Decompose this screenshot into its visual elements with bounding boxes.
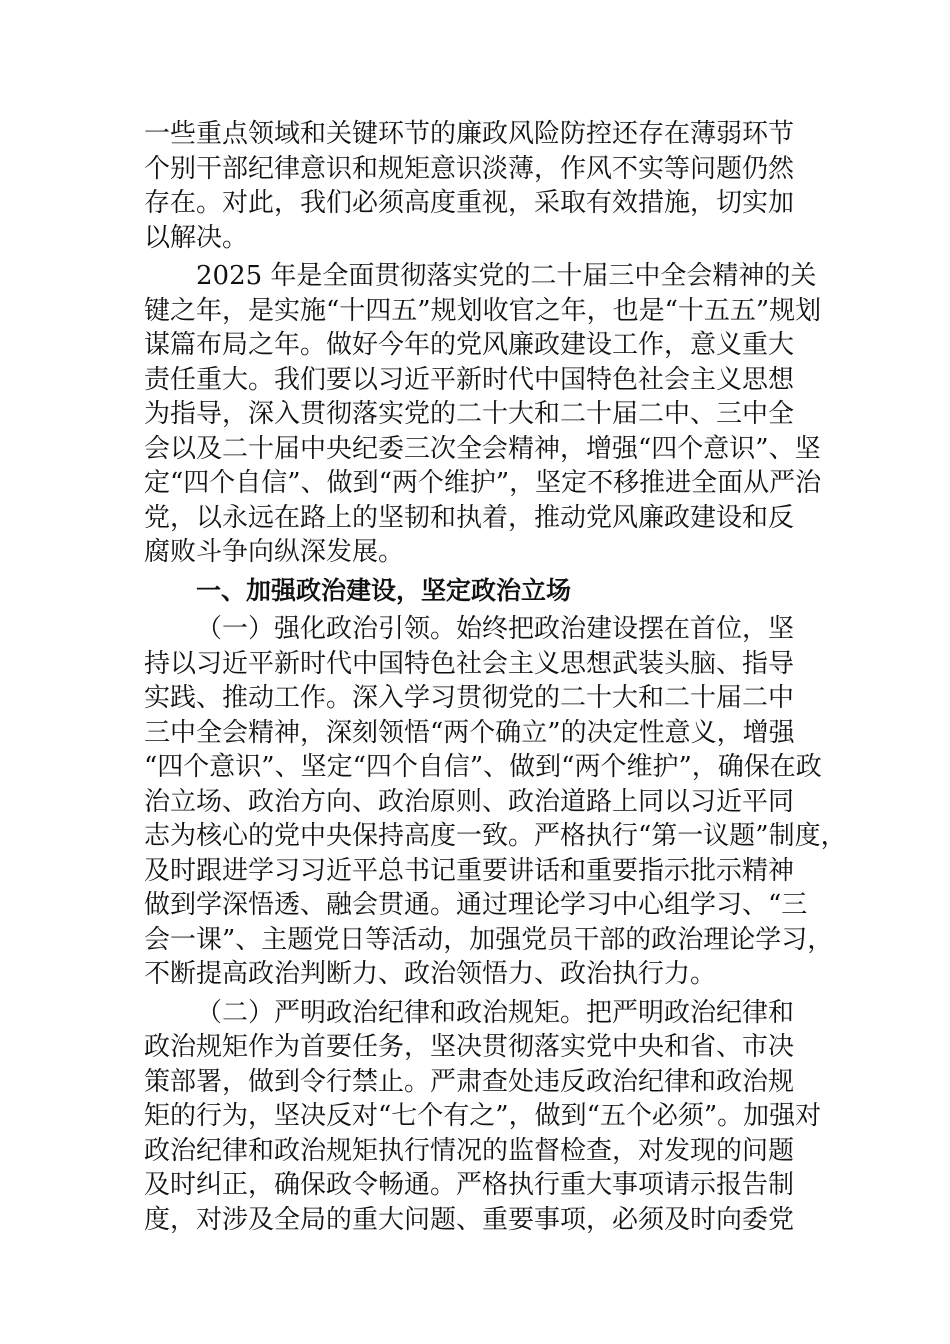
text-line: 实践、推动工作。深入学习贯彻党的二十大和二十届二中 — [144, 683, 795, 713]
text-line: 存在。对此，我们必须高度重视，采取有效措施，切实加 — [144, 188, 795, 218]
text-line: 党，以永远在路上的坚韧和执着，推动党风廉政建设和反 — [144, 502, 795, 533]
text-line: 治立场、政治方向、政治原则、政治道路上同以习近平同 — [144, 786, 795, 817]
text-line: “四个意识”、坚定“四个自信”、做到“两个维护”，确保在政 — [144, 752, 822, 782]
text-line: 做到学深悟透、融会贯通。通过理论学习中心组学习、“三 — [144, 890, 808, 920]
text-line-first: 2025 年是全面贯彻落实党的二十届三中全会精神的关 — [196, 261, 817, 291]
text-line: 矩的行为，坚决反对“七个有之”，做到“五个必须”。加强对 — [144, 1101, 822, 1131]
text-line: 腐败斗争向纵深发展。 — [144, 537, 405, 567]
text-line: 个别干部纪律意识和规矩意识淡薄，作风不实等问题仍然 — [144, 153, 795, 184]
text-line: 会以及二十届中央纪委三次全会精神，增强“四个意识”、坚 — [144, 433, 821, 464]
text-line-first: （二）严明政治纪律和政治规矩。把严明政治纪律和 — [196, 997, 795, 1028]
section-heading — [144, 574, 830, 609]
text-line: 度，对涉及全局的重大问题、重要事项，必须及时向委党 — [144, 1204, 795, 1235]
text-line: 键之年，是实施“十四五”规划收官之年，也是“十五五”规划 — [144, 295, 822, 326]
text-line: 定“四个自信”、做到“两个维护”，坚定不移推进全面从严治 — [144, 468, 822, 498]
text-line: 以解决。 — [144, 222, 249, 253]
text-line-first: （一）强化政治引领。始终把政治建设摆在首位，坚 — [196, 614, 795, 644]
text-line: 三中全会精神，深刻领悟“两个确立”的决定性意义，增强 — [144, 717, 795, 748]
text-line: 一些重点领域和关键环节的廉政风险防控还存在薄弱环节 — [144, 119, 795, 149]
text-line: 及时跟进学习习近平总书记重要讲话和重要指示批示精神 — [144, 855, 795, 886]
paragraph-sub-1 — [144, 612, 847, 992]
document-page — [144, 117, 847, 1241]
text-line: 及时纠正，确保政令畅通。严格执行重大事项请示报告制 — [144, 1170, 795, 1200]
text-line: 政治规矩作为首要任务，坚决贯彻落实党中央和省、市决 — [144, 1032, 795, 1062]
text-line: 为指导，深入贯彻落实党的二十大和二十届二中、三中全 — [144, 399, 795, 429]
text-line: 谋篇布局之年。做好今年的党风廉政建设工作，意义重大 — [144, 330, 795, 360]
text-line: 会一课”、主题党日等活动，加强党员干部的政治理论学习， — [144, 924, 834, 955]
text-line: 政治纪律和政治规矩执行情况的监督检查，对发现的问题 — [144, 1135, 795, 1166]
paragraph-intro — [144, 259, 830, 570]
text-line: 责任重大。我们要以习近平新时代中国特色社会主义思想 — [144, 364, 795, 395]
text-line: 不断提高政治判断力、政治领悟力、政治执行力。 — [144, 959, 717, 989]
text-line: 持以习近平新时代中国特色社会主义思想武装头脑、指导 — [144, 648, 795, 679]
paragraph-continued — [144, 117, 830, 255]
heading-text: 一、加强政治建设，坚定政治立场 — [196, 575, 572, 605]
text-line: 志为核心的党中央保持高度一致。严格执行“第一议题”制度， — [144, 821, 847, 851]
paragraph-sub-2 — [144, 996, 830, 1238]
text-line: 策部署，做到令行禁止。严肃查处违反政治纪律和政治规 — [144, 1066, 795, 1097]
